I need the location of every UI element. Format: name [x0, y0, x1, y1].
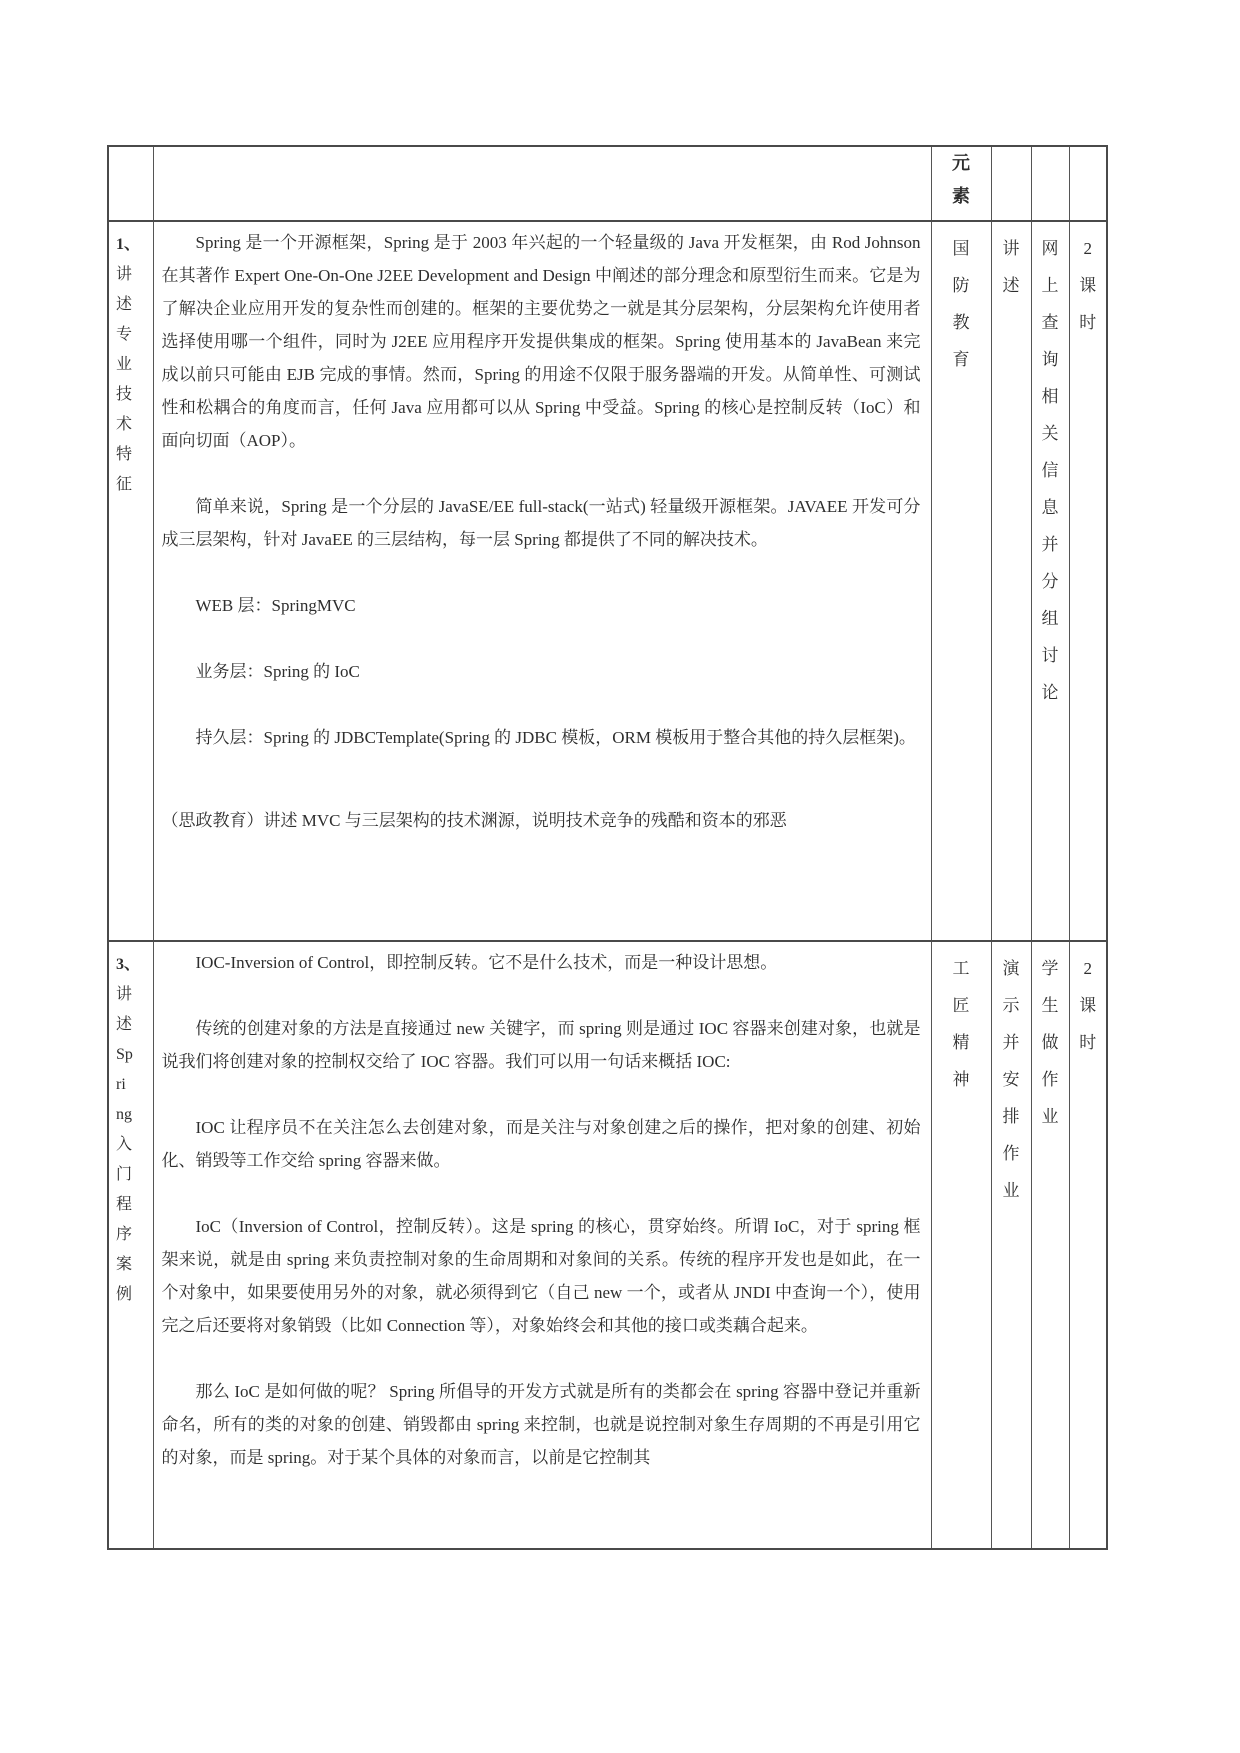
paragraph: IOC-Inversion of Control，即控制反转。它不是什么技术，而是一种设计思想。 — [195, 953, 778, 972]
table-header-row — [108, 146, 1107, 221]
method-text: 讲 述 — [1002, 239, 1020, 295]
row-label-number: 1、 — [116, 236, 141, 253]
paragraph: （思政教育）讲述 MVC 与三层架构的技术渊源，说明技术竞争的残酷和资本的邪恶 — [161, 811, 787, 830]
row-content-cell — [153, 941, 931, 1549]
paragraph: 业务层：Spring 的 IoC — [195, 662, 360, 681]
element-cell — [931, 221, 991, 941]
paragraph: WEB 层：SpringMVC — [195, 596, 356, 615]
row-label-cell — [108, 941, 153, 1549]
hours-cell — [1069, 221, 1107, 941]
element-cell — [931, 941, 991, 1549]
header-label-cell — [108, 146, 153, 221]
paragraph: Spring 是一个开源框架，Spring 是于 2003 年兴起的一个轻量级的 Java 开发框架，由 Rod Johnson 在其著作 Expert One-On-One J2EE Development and Design 中阐述的部分理念和原型衍生而来。它是为了解决企业应用开发的复杂性而创建的。框架的主要优势之一就是其分层架构，分层架构允许使用者选择使用哪一个组件，同时为 J2EE 应用程序开发提供集成的框架。Spring 使用基本的 JavaBean 来完成以前只可能由 EJB 完成的事情。然而，Spring 的用途不仅限于服务器端的开发。从简单性、可测试性和松耦合的角度而言，任何 Java 应用都可以从 Spring 中受益。Spring 的核心是控制反转（IoC）和面向切面（AOP）。 — [161, 233, 921, 450]
table-row — [108, 941, 1107, 1549]
row-label-cell — [108, 221, 153, 941]
paragraph: 持久层：Spring 的 JDBCTemplate(Spring 的 JDBC 模板，ORM 模板用于整合其他的持久层框架)。 — [195, 728, 916, 747]
method-cell — [991, 221, 1031, 941]
paragraph: 传统的创建对象的方法是直接通过 new 关键字，而 spring 则是通过 IOC 容器来创建对象，也就是说我们将创建对象的控制权交给了 IOC 容器。我们可以用一句话来概括 IOC: — [161, 1019, 921, 1071]
row-label-text: 讲 述 专 业 技 术 特 征 — [116, 266, 133, 493]
paragraph: IOC 让程序员不在关注怎么去创建对象，而是关注与对象创建之后的操作，把对象的创建、初始化、销毁等工作交给 spring 容器来做。 — [161, 1118, 921, 1170]
table-row — [108, 221, 1107, 941]
hours-text: 2 课 时 — [1079, 959, 1097, 1052]
element-text: 国 防 教 育 — [952, 239, 970, 369]
header-activity-cell — [1031, 146, 1069, 221]
lesson-plan-table — [107, 145, 1108, 1550]
row-label-text: 讲 述 Sp ri ng 入 门 程 序 案 例 — [116, 986, 133, 1303]
header-element-cell — [931, 146, 991, 221]
activity-text: 网 上 查 询 相 关 信 息 并 分 组 讨 论 — [1041, 239, 1059, 702]
paragraph: IoC（Inversion of Control，控制反转）。这是 spring 的核心，贯穿始终。所谓 IoC，对于 spring 框架来说，就是由 spring 来负责控制对象的生命周期和对象间的关系。传统的程序开发也是如此，在一个对象中，如果要使用另外的对象，就必须得到它（自己 new 一个，或者从 JNDI 中查询一个），使用完之后还要将对象销毁（比如 Connection 等），对象始终会和其他的接口或类藕合起来。 — [161, 1217, 921, 1335]
method-text: 演 示 并 安 排 作 业 — [1002, 959, 1020, 1200]
element-text: 工 匠 精 神 — [952, 959, 970, 1089]
activity-cell — [1031, 221, 1069, 941]
header-content-cell — [153, 146, 931, 221]
activity-cell — [1031, 941, 1069, 1549]
paragraph: 简单来说，Spring 是一个分层的 JavaSE/EE full-stack(一站式) 轻量级开源框架。JAVAEE 开发可分成三层架构，针对 JavaEE 的三层结构，每一层 Spring 都提供了不同的解决技术。 — [161, 497, 921, 549]
row-content-cell — [153, 221, 931, 941]
header-hours-cell — [1069, 146, 1107, 221]
element-column-header: 元 素 — [952, 153, 970, 206]
hours-text: 2 课 时 — [1079, 239, 1097, 332]
hours-cell — [1069, 941, 1107, 1549]
activity-text: 学 生 做 作 业 — [1041, 959, 1059, 1126]
header-method-cell — [991, 146, 1031, 221]
paragraph: 那么 IoC 是如何做的呢？ Spring 所倡导的开发方式就是所有的类都会在 spring 容器中登记并重新命名，所有的类的对象的创建、销毁都由 spring 来控制，也就是说控制对象生存周期的不再是引用它的对象，而是 spring。对于某个具体的对象而言，以前是它控制其 — [161, 1382, 921, 1467]
method-cell — [991, 941, 1031, 1549]
row-label-number: 3、 — [116, 956, 141, 973]
